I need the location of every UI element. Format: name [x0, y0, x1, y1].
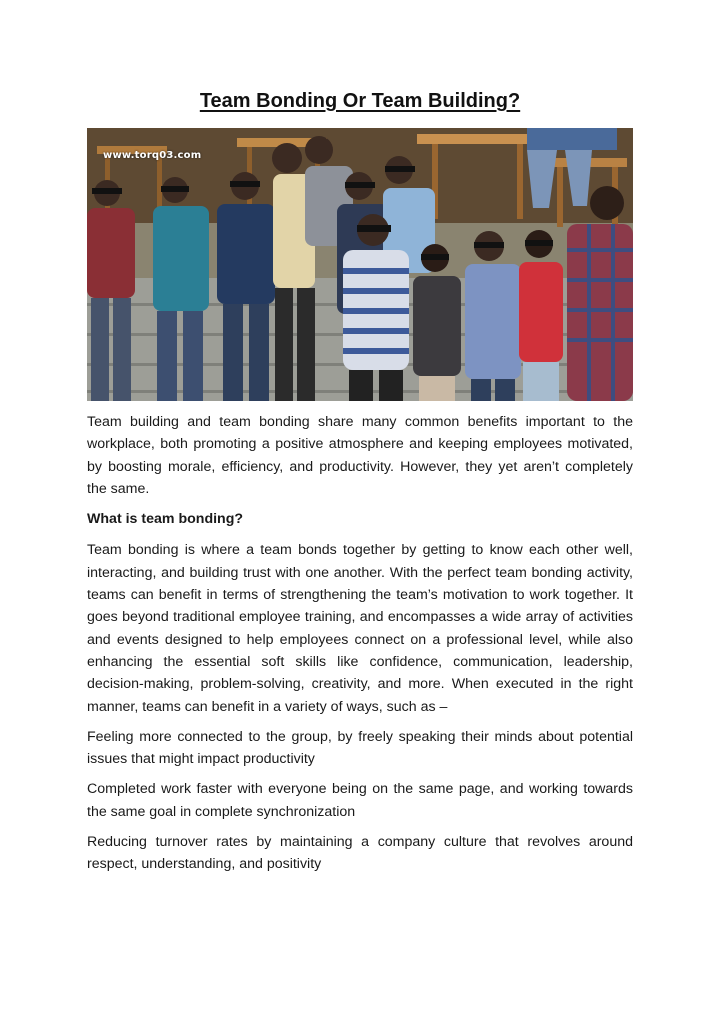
team-bonding-definition-paragraph: Team bonding is where a team bonds together by getting to know each other well, interacting, and building trust with one another. With the perfect team bonding activity, teams can benefit in terms of strengthening the team’s motivation to work together. It goes beyond traditional employee training, and encompasses a wide array of activities and events designed to help employees connect on a professional level, while also enhancing the essential soft skills like confidence, communication, leadership, decision-making, problem-solving, creativity, and more. When executed in the right manner, teams can benefit in a variety of ways, such as –	[87, 542, 633, 715]
team-bonding-photo	[87, 128, 633, 401]
intro-paragraph: Team building and team bonding share many common benefits important to the workplace, both promoting a positive atmosphere and keeping employees motivated, by boosting morale, efficiency, and productivity. However, they yet aren’t completely the same.	[87, 414, 633, 497]
photo-watermark: www.torq03.com	[103, 150, 202, 161]
benefit-paragraph-faster-work: Completed work faster with everyone being on the same page, and working towards the same goal in complete synchronization	[87, 781, 633, 820]
document-body	[87, 411, 633, 884]
document-title: Team Bonding Or Team Building?	[199, 90, 521, 112]
benefit-paragraph-connected: Feeling more connected to the group, by freely speaking their minds about potential issues that might impact productivity	[87, 728, 633, 768]
section-heading-team-bonding: What is team bonding?	[87, 511, 244, 528]
photo-illustration	[87, 128, 633, 401]
benefit-paragraph-turnover: Reducing turnover rates by maintaining a company culture that revolves around respect, understanding, and positivity	[87, 834, 633, 873]
